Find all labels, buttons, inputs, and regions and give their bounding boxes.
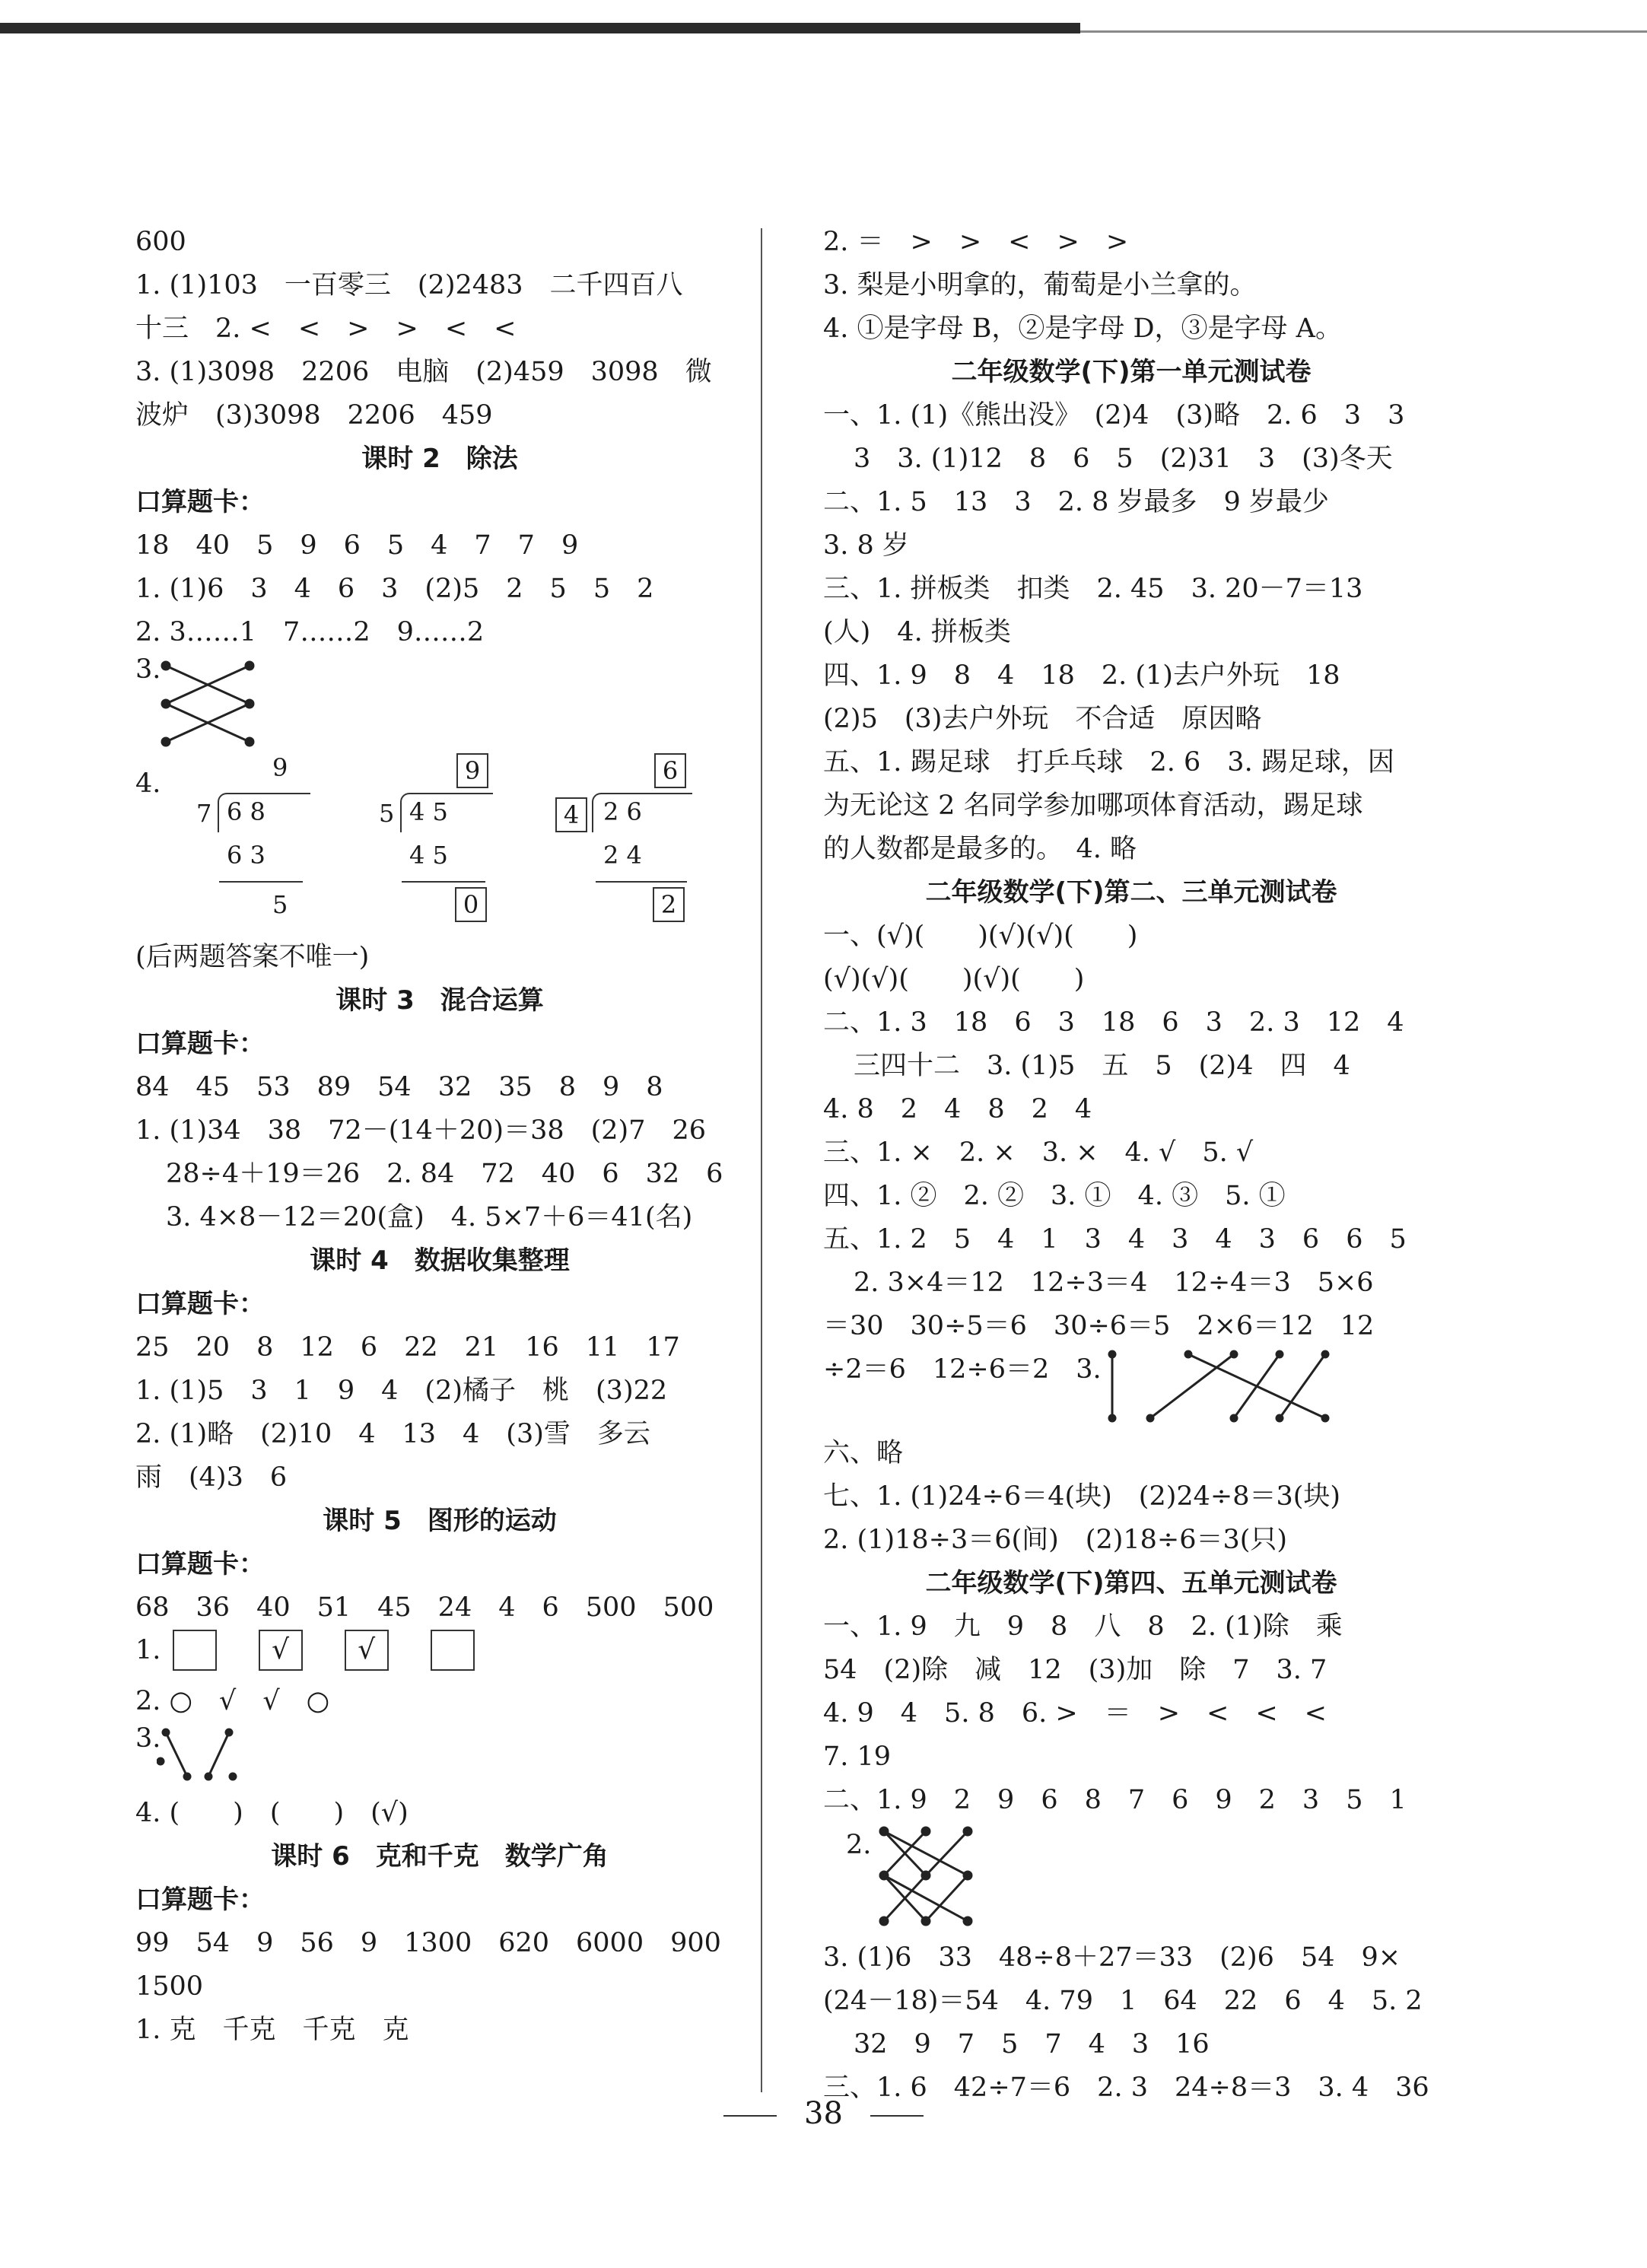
lesson-heading: 课时 3 混合运算 [335, 985, 544, 1016]
page-number-text: 38 [804, 2096, 843, 2131]
answer-line: 2. 3×4＝12 12÷3＝4 12÷4＝3 5×6 [854, 1268, 1374, 1298]
dash [870, 2115, 924, 2117]
symmetry-figure [135, 1723, 744, 1792]
answer-line: 三、1. 6 42÷7＝6 2. 3 24÷8＝3 3. 4 36 [823, 2072, 1429, 2103]
matching-lines [869, 1822, 1036, 1936]
page-number [0, 2096, 1647, 2131]
remainder-box: 2 [653, 887, 685, 922]
answer-line: 五、1. 2 5 4 1 3 4 3 4 3 6 6 5 [823, 1224, 1407, 1255]
division-1 [196, 753, 333, 936]
answer-line: 六、略 [823, 1438, 904, 1468]
answer-line: 1. (1)5 3 1 9 4 (2)橘子 桃 (3)22 [135, 1376, 668, 1406]
lesson-heading: 课时 2 除法 [361, 444, 518, 474]
answer-line: 1500 [135, 1971, 204, 2002]
answer-box: √ [345, 1630, 389, 1671]
answer-line: 波炉 (3)3098 2206 459 [135, 400, 493, 431]
answer-line: 四、1. ② 2. ② 3. ① 4. ③ 5. ① [823, 1181, 1286, 1211]
answer-line: 2. ＝ > > < > > [823, 227, 1129, 257]
answer-line: 4. ①是字母 B，②是字母 D，③是字母 A。 [823, 313, 1342, 344]
answer-line: ÷2＝6 12÷6＝2 3. [823, 1354, 1102, 1385]
lesson-heading: 课时 6 克和千克 数学广角 [271, 1841, 609, 1872]
answer-line: 雨 (4)3 6 [135, 1462, 288, 1493]
answer-line: 十三 2. < < > > < < [135, 313, 517, 344]
product: 4 5 [409, 841, 448, 870]
answer-line: 二、1. 9 2 9 6 8 7 6 9 2 3 5 1 [823, 1785, 1407, 1815]
quotient-box: 6 [654, 753, 686, 788]
matching-lines [1105, 1348, 1409, 1432]
answer-line: 1. (1)34 38 72－(14＋20)＝38 (2)7 26 [135, 1115, 707, 1146]
answer-line: (人) 4. 拼板类 [823, 617, 1011, 647]
answer-line: 7. 19 [823, 1742, 892, 1772]
answer-line: 1. (1)6 3 4 6 3 (2)5 2 5 5 2 [135, 574, 654, 604]
oral-card-label: 口算题卡： [135, 1029, 265, 1059]
matching-figure [823, 1822, 1439, 1936]
column-divider [761, 228, 762, 2092]
oral-card-label: 口算题卡： [135, 1549, 265, 1579]
question-label: 4. [135, 768, 161, 799]
oral-card-label: 口算题卡： [135, 487, 265, 517]
answer-line: 4. ( ) ( ) (√) [135, 1798, 409, 1828]
answer-line: 1. (1)103 一百零三 (2)2483 二千四百八 [135, 270, 683, 301]
answer-line: 2. ○ √ √ ○ [135, 1686, 330, 1716]
question-label: 3. [135, 1723, 161, 1754]
answer-line: 为无论这 2 名同学参加哪项体育活动，踢足球 [823, 790, 1363, 821]
answer-line: (2)5 (3)去户外玩 不合适 原因略 [823, 704, 1262, 734]
answer-line: 3. 4×8－12＝20(盒) 4. 5×7＋6＝41(名) [166, 1202, 693, 1233]
top-border [0, 23, 1080, 33]
question-label: 2. [846, 1830, 872, 1860]
left-column [135, 221, 744, 2052]
answer-line: 一、(√)( )(√)(√)( ) [823, 921, 1138, 951]
checkbox-row [135, 1630, 744, 1680]
answer-line: 99 54 9 56 9 1300 620 6000 900 [135, 1928, 721, 1958]
answer-line: 的人数都是最多的。 4. 略 [823, 834, 1137, 864]
answer-box: √ [259, 1630, 303, 1671]
quotient: 9 [272, 753, 288, 782]
dividend: 6 8 [227, 797, 265, 826]
matching-figure [135, 654, 744, 753]
answer-line: 1. 克 千克 千克 克 [135, 2015, 409, 2045]
answer-line: 一、1. (1)《熊出没》 (2)4 (3)略 2. 6 3 3 [823, 400, 1405, 431]
remainder-box: 0 [455, 887, 487, 922]
lesson-heading: 课时 5 图形的运动 [323, 1506, 557, 1536]
division-2 [379, 753, 516, 936]
divisor: 5 [379, 799, 395, 828]
lesson-heading: 课时 4 数据收集整理 [310, 1245, 570, 1276]
answer-line: 3. 梨是小明拿的，葡萄是小兰拿的。 [823, 270, 1257, 301]
answer-line: 28÷4＋19＝26 2. 84 72 40 6 32 6 [166, 1159, 723, 1189]
answer-line: 2. (1)略 (2)10 4 13 4 (3)雪 多云 [135, 1419, 650, 1449]
answer-line: 4. 9 4 5. 8 6. > ＝ > < < < [823, 1698, 1327, 1729]
answer-line: 68 36 40 51 45 24 4 6 500 500 [135, 1592, 714, 1623]
rule [219, 881, 303, 883]
matching-lines [158, 658, 310, 757]
rule [596, 881, 687, 883]
answer-line: 二、1. 5 13 3 2. 8 岁最多 9 岁最少 [823, 487, 1329, 517]
product: 2 4 [603, 841, 642, 870]
test-heading: 二年级数学(下)第一单元测试卷 [951, 357, 1312, 387]
oral-card-label: 口算题卡： [135, 1289, 265, 1319]
question-label: 1. [135, 1635, 161, 1665]
answer-line: 3 3. (1)12 8 6 5 (2)31 3 (3)冬天 [854, 444, 1393, 474]
answer-line: 二、1. 3 18 6 3 18 6 3 2. 3 12 4 [823, 1007, 1404, 1038]
dot-lines [157, 1723, 309, 1792]
rule [402, 881, 485, 883]
answer-line: 七、1. (1)24÷6＝4(块) (2)24÷8＝3(块) [823, 1481, 1341, 1512]
division-3 [554, 753, 706, 936]
answer-box [431, 1630, 475, 1671]
answer-line: 三、1. 拼板类 扣类 2. 45 3. 20－7＝13 [823, 574, 1363, 604]
remainder: 5 [272, 890, 288, 919]
answer-line: 84 45 53 89 54 32 35 8 9 8 [135, 1072, 663, 1102]
divisor-box: 4 [555, 797, 587, 832]
answer-line: 54 (2)除 减 12 (3)加 除 7 3. 7 [823, 1655, 1327, 1685]
dividend: 2 6 [603, 797, 642, 826]
answer-line: 3. (1)6 33 48÷8＋27＝33 (2)6 54 9× [823, 1942, 1401, 1973]
answer-line: 4. 8 2 4 8 2 4 [823, 1094, 1092, 1124]
answer-line: 三四十二 3. (1)5 五 5 (2)4 四 4 [854, 1051, 1350, 1081]
answer-line: 三、1. × 2. × 3. × 4. √ 5. √ [823, 1137, 1254, 1168]
answer-line: 600 [135, 227, 186, 257]
product: 6 3 [227, 841, 265, 870]
long-division-figure [135, 753, 744, 936]
divisor: 7 [196, 799, 212, 828]
dividend: 4 5 [409, 797, 448, 826]
answer-line: (24－18)＝54 4. 79 1 64 22 6 4 5. 2 [823, 1986, 1423, 2016]
answer-line: 3. 8 岁 [823, 530, 909, 561]
right-column [823, 221, 1439, 2110]
top-border-thin [1080, 30, 1647, 33]
answer-line: 18 40 5 9 6 5 4 7 7 9 [135, 530, 579, 561]
test-heading: 二年级数学(下)第四、五单元测试卷 [925, 1568, 1337, 1598]
answer-box [173, 1630, 217, 1671]
answer-line: (√)(√)( )(√)( ) [823, 964, 1085, 994]
answer-line: 2. (1)18÷3＝6(间) (2)18÷6＝3(只) [823, 1525, 1288, 1555]
answer-line: 四、1. 9 8 4 18 2. (1)去户外玩 18 [823, 660, 1340, 691]
note-line: (后两题答案不唯一) [135, 942, 370, 972]
answer-line: 25 20 8 12 6 22 21 16 11 17 [135, 1332, 680, 1363]
answer-line: ＝30 30÷5＝6 30÷6＝5 2×6＝12 12 [823, 1311, 1375, 1341]
answer-line: 3. (1)3098 2206 电脑 (2)459 3098 微 [135, 357, 712, 387]
answer-line: 一、1. 9 九 9 8 八 8 2. (1)除 乘 [823, 1611, 1343, 1642]
answer-line: 2. 3……1 7……2 9……2 [135, 617, 485, 647]
question-label: 3. [135, 654, 161, 685]
oral-card-label: 口算题卡： [135, 1885, 265, 1915]
matching-figure [823, 1348, 1439, 1432]
answer-line: 32 9 7 5 7 4 3 16 [854, 2029, 1210, 2060]
dash [723, 2115, 777, 2117]
answer-line: 五、1. 踢足球 打乒乓球 2. 6 3. 踢足球，因 [823, 747, 1394, 778]
quotient-box: 9 [456, 753, 488, 788]
test-heading: 二年级数学(下)第二、三单元测试卷 [925, 877, 1337, 908]
